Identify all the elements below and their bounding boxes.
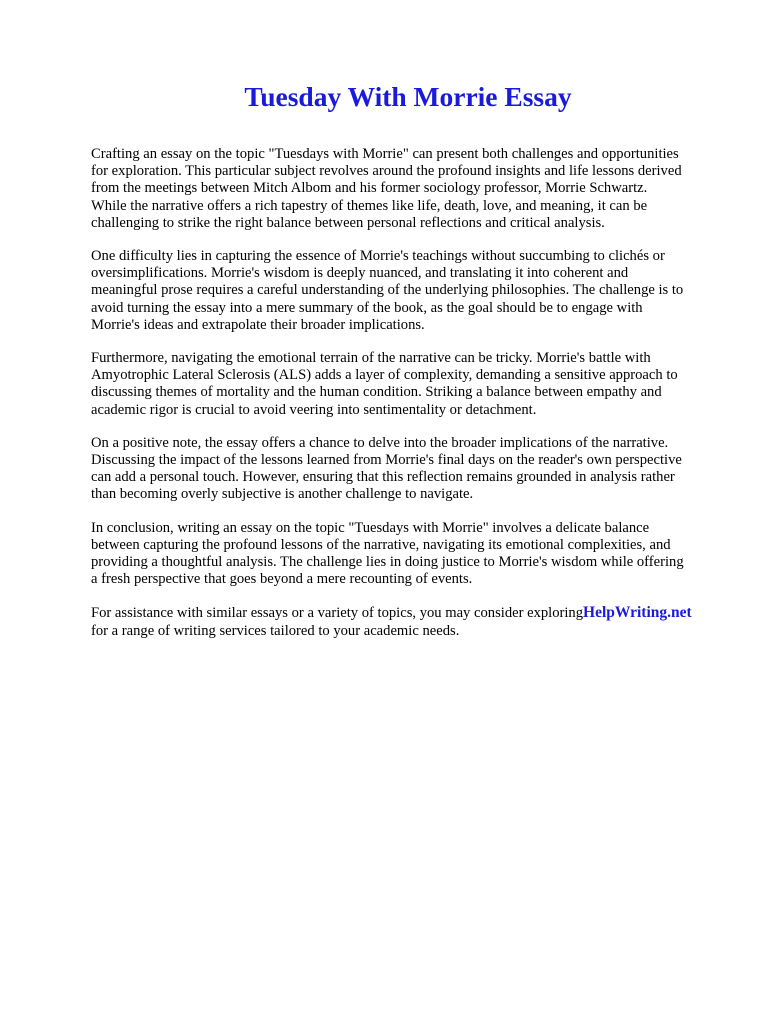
paragraph-line: between capturing the profound lessons of the narrative, navigating its emotional complexities, and [91, 536, 671, 553]
paragraph-5 [91, 520, 731, 589]
paragraph-line: academic rigor is crucial to avoid veering into sentimentality or detachment. [91, 401, 537, 418]
closing-line-1 [91, 604, 731, 622]
paragraph-3 [91, 350, 731, 419]
helpwriting-link[interactable]: HelpWriting.net [583, 604, 692, 622]
paragraph-line: challenging to strike the right balance between personal reflections and critical analysis. [91, 214, 605, 231]
paragraph-line: for exploration. This particular subject revolves around the profound insights and life lessons derived [91, 163, 682, 180]
paragraph-line: On a positive note, the essay offers a chance to delve into the broader implications of the narrative. [91, 434, 669, 451]
paragraph-1 [91, 146, 731, 232]
essay-body [91, 146, 731, 656]
paragraph-2 [91, 248, 731, 334]
paragraph-line: providing a thoughtful analysis. The challenge lies in doing justice to Morrie's wisdom while offering [91, 554, 684, 571]
paragraph-4 [91, 435, 731, 504]
paragraph-line: discussing themes of mortality and the human condition. Striking a balance between empathy and [91, 384, 662, 401]
closing-paragraph [91, 604, 731, 639]
paragraph-line: Furthermore, navigating the emotional terrain of the narrative can be tricky. Morrie's battle with [91, 350, 651, 367]
paragraph-line: One difficulty lies in capturing the essence of Morrie's teachings without succumbing to clichés or [91, 248, 665, 265]
paragraph-line: from the meetings between Mitch Albom and his former sociology professor, Morrie Schwartz. [91, 180, 648, 197]
paragraph-line: than becoming overly subjective is another challenge to navigate. [91, 486, 474, 503]
paragraph-line: Discussing the impact of the lessons learned from Morrie's final days on the reader's own perspective [91, 452, 682, 469]
paragraph-line: Crafting an essay on the topic "Tuesdays with Morrie" can present both challenges and opportunities [91, 146, 679, 162]
paragraph-line: While the narrative offers a rich tapestry of themes like life, death, love, and meaning, it can be [91, 197, 648, 214]
paragraph-line: Amyotrophic Lateral Sclerosis (ALS) adds a layer of complexity, demanding a sensitive approach to [91, 367, 678, 384]
paragraph-line: oversimplifications. Morrie's wisdom is deeply nuanced, and translating it into coherent and [91, 265, 629, 282]
paragraph-line: avoid turning the essay into a mere summary of the book, as the goal should be to engage with [91, 299, 643, 316]
paragraph-line: meaningful prose requires a careful understanding of the underlying philosophies. The challenge is to [91, 282, 684, 299]
page-title: Tuesday With Morrie Essay [244, 81, 572, 112]
paragraph-line: Morrie's ideas and extrapolate their broader implications. [91, 316, 425, 333]
paragraph-line: a fresh perspective that goes beyond a mere recounting of events. [91, 571, 473, 588]
closing-line-2: for a range of writing services tailored to your academic needs. [91, 622, 460, 639]
paragraph-line: can add a personal touch. However, ensuring that this reflection remains grounded in analysis rather [91, 469, 675, 486]
paragraph-line: In conclusion, writing an essay on the topic "Tuesdays with Morrie" involves a delicate balance [91, 519, 650, 536]
closing-text: For assistance with similar essays or a variety of topics, you may consider exploring [91, 605, 584, 622]
